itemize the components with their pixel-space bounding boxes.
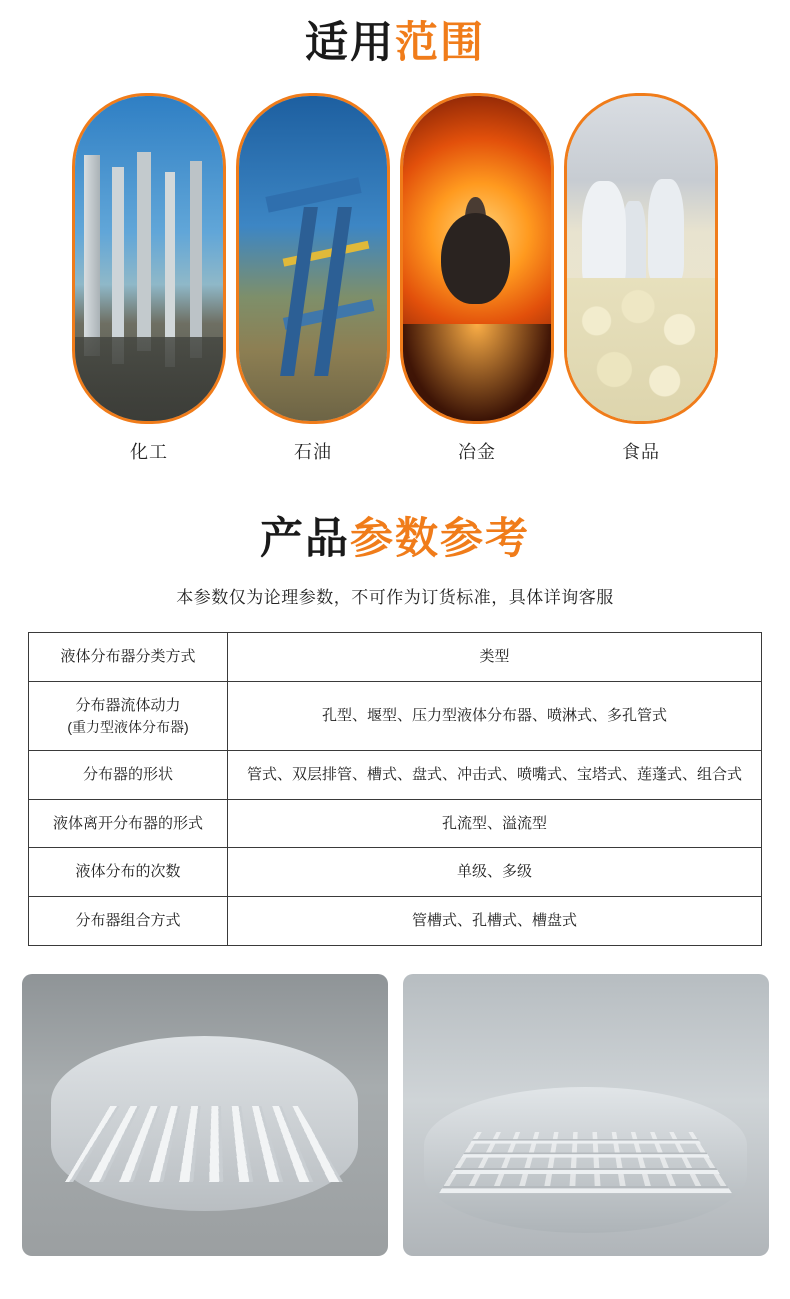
food-processing-photo-frame	[564, 93, 718, 424]
table-row	[29, 848, 762, 897]
metallurgy-furnace-photo-frame	[400, 93, 554, 424]
table-cell-label: 液体离开分布器的形式	[29, 799, 228, 848]
section-title-scope-dark: 适用	[305, 19, 395, 67]
table-cell-label: 分布器的形状	[29, 750, 228, 799]
oil-pumpjack-photo-frame	[236, 93, 390, 424]
table-cell-label: 分布器组合方式	[29, 897, 228, 946]
table-cell-label: 液体分布的次数	[29, 848, 228, 897]
table-cell-label: 液体分布器分类方式	[29, 633, 228, 682]
table-cell-label	[29, 681, 228, 750]
section-title-scope-orange: 范围	[395, 19, 485, 67]
application-item-metallurgy	[403, 93, 551, 464]
table-cell-value: 管槽式、孔槽式、槽盘式	[228, 897, 762, 946]
chemical-plant-photo-frame	[72, 93, 226, 424]
food-processing-photo	[567, 96, 715, 421]
parameters-disclaimer: 本参数仅为论理参数，不可作为订货标准，具体详询客服	[176, 588, 614, 607]
section-title-parameters	[0, 515, 790, 563]
table-row	[29, 681, 762, 750]
table-cell-label-main: 分布器流体动力	[75, 696, 181, 714]
table-row	[29, 897, 762, 946]
application-photo-strip	[0, 93, 790, 464]
table-cell-value: 孔型、堰型、压力型液体分布器、喷淋式、多孔管式	[228, 681, 762, 750]
application-caption-petroleum: 石油	[294, 442, 332, 462]
table-cell-value: 管式、双层排管、槽式、盘式、冲击式、喷嘴式、宝塔式、莲蓬式、组合式	[228, 750, 762, 799]
application-item-chemical	[75, 93, 223, 464]
chemical-plant-photo	[75, 96, 223, 421]
table-cell-value: 类型	[228, 633, 762, 682]
section-title-parameters-dark: 产品	[260, 515, 350, 563]
metallurgy-furnace-photo	[403, 96, 551, 421]
table-row	[29, 750, 762, 799]
application-caption-food: 食品	[622, 442, 660, 462]
liquid-distributor-tray-photo-right	[403, 974, 769, 1256]
section-title-scope	[0, 19, 790, 67]
application-item-food	[567, 93, 715, 464]
table-cell-value: 单级、多级	[228, 848, 762, 897]
section-title-parameters-orange: 参数参考	[350, 515, 530, 563]
product-detail-page	[0, 19, 790, 1299]
table-cell-value: 孔流型、溢流型	[228, 799, 762, 848]
table-row	[29, 633, 762, 682]
application-caption-chemical: 化工	[130, 442, 168, 462]
oil-pumpjack-photo	[239, 96, 387, 421]
table-cell-label-sub: (重力型液体分布器)	[67, 718, 189, 735]
liquid-distributor-tray-photo-left	[22, 974, 388, 1256]
specification-table	[28, 632, 762, 946]
application-item-petroleum	[239, 93, 387, 464]
table-row	[29, 799, 762, 848]
application-caption-metallurgy: 冶金	[458, 442, 496, 462]
product-photo-row	[0, 974, 790, 1256]
